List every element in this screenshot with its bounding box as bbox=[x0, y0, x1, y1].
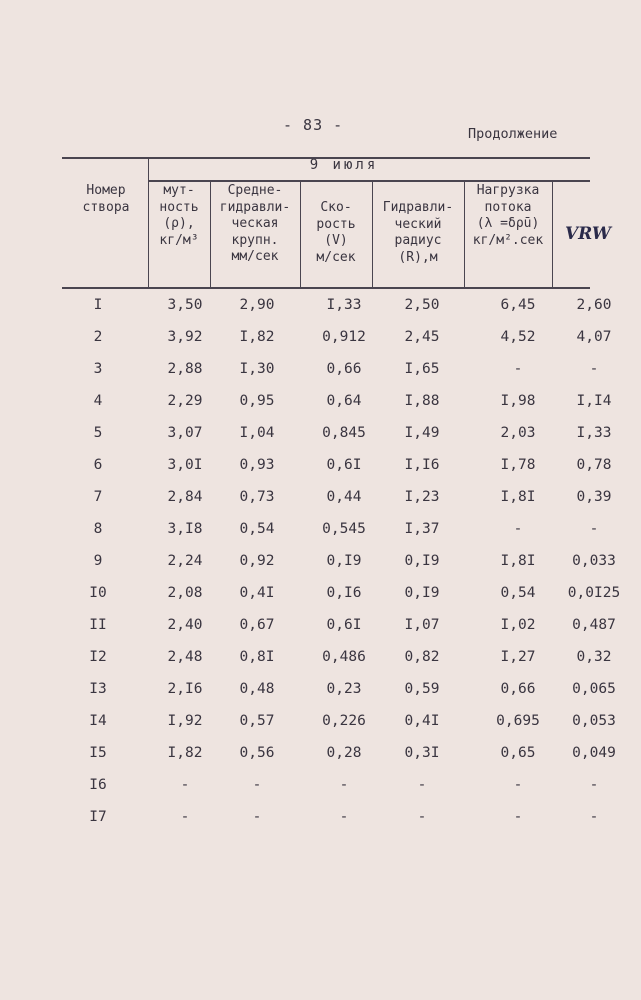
mean-size-cell: 0,93 bbox=[239, 457, 275, 473]
date-header: 9 июля bbox=[309, 157, 379, 173]
load-cell: - bbox=[513, 361, 523, 377]
page-number: - 83 - bbox=[283, 116, 344, 134]
table-row bbox=[70, 617, 630, 649]
station-cell: I3 bbox=[89, 681, 107, 697]
mean-size-cell: 0,73 bbox=[239, 489, 275, 505]
mean-size-cell: 0,48 bbox=[239, 681, 275, 697]
mean-size-cell: 0,8I bbox=[239, 649, 275, 665]
turbidity-cell: I,92 bbox=[167, 713, 203, 729]
table-row bbox=[70, 681, 630, 713]
mean-size-cell: I,30 bbox=[239, 361, 275, 377]
radius-cell: I,49 bbox=[404, 425, 440, 441]
load-cell: - bbox=[513, 777, 523, 793]
radius-cell: - bbox=[417, 777, 427, 793]
load-cell: 0,695 bbox=[496, 713, 540, 729]
header-radius: Гидравли- ческий радиус (R),м bbox=[382, 200, 454, 265]
turbidity-cell: 3,07 bbox=[167, 425, 203, 441]
header-mean-size: Средне- гидравли- ческая крупн. мм/сек bbox=[219, 183, 291, 264]
velocity-cell: 0,226 bbox=[322, 713, 366, 729]
radius-cell: I,I6 bbox=[404, 457, 440, 473]
date-divider bbox=[148, 180, 590, 182]
vrw-cell: 4,07 bbox=[576, 329, 612, 345]
mean-size-cell: I,82 bbox=[239, 329, 275, 345]
vrw-cell: I,33 bbox=[576, 425, 612, 441]
mean-size-cell: 0,95 bbox=[239, 393, 275, 409]
load-cell: - bbox=[513, 521, 523, 537]
station-cell: I7 bbox=[89, 809, 107, 825]
mean-size-cell: - bbox=[252, 777, 262, 793]
turbidity-cell: 3,0I bbox=[167, 457, 203, 473]
velocity-cell: - bbox=[339, 777, 349, 793]
station-cell: 5 bbox=[93, 425, 103, 441]
table-row bbox=[70, 809, 630, 841]
column-divider bbox=[552, 181, 553, 288]
vrw-cell: - bbox=[589, 521, 599, 537]
vrw-cell: 0,487 bbox=[572, 617, 616, 633]
table-row bbox=[70, 649, 630, 681]
station-cell: I0 bbox=[89, 585, 107, 601]
mean-size-cell: 0,67 bbox=[239, 617, 275, 633]
load-cell: 0,54 bbox=[500, 585, 536, 601]
table-row bbox=[70, 489, 630, 521]
velocity-cell: 0,44 bbox=[326, 489, 362, 505]
header-load: Нагрузка потока (λ =δρū) кг/м².сек bbox=[472, 183, 544, 248]
load-cell: I,02 bbox=[500, 617, 536, 633]
velocity-cell: 0,64 bbox=[326, 393, 362, 409]
vrw-cell: 0,065 bbox=[572, 681, 616, 697]
station-cell: 3 bbox=[93, 361, 103, 377]
table-row bbox=[70, 553, 630, 585]
mean-size-cell: 0,54 bbox=[239, 521, 275, 537]
radius-cell: 0,4I bbox=[404, 713, 440, 729]
table-row bbox=[70, 777, 630, 809]
mean-size-cell: 2,90 bbox=[239, 297, 275, 313]
radius-cell: I,88 bbox=[404, 393, 440, 409]
station-cell: I2 bbox=[89, 649, 107, 665]
velocity-cell: 0,6I bbox=[326, 617, 362, 633]
velocity-cell: 0,6I bbox=[326, 457, 362, 473]
mean-size-cell: 0,92 bbox=[239, 553, 275, 569]
vrw-cell: 0,053 bbox=[572, 713, 616, 729]
table-row bbox=[70, 393, 630, 425]
velocity-cell: 0,545 bbox=[322, 521, 366, 537]
turbidity-cell: 2,88 bbox=[167, 361, 203, 377]
radius-cell: I,65 bbox=[404, 361, 440, 377]
mean-size-cell: 0,56 bbox=[239, 745, 275, 761]
station-cell: 9 bbox=[93, 553, 103, 569]
station-cell: I bbox=[93, 297, 103, 313]
vrw-cell: 0,0I25 bbox=[567, 585, 621, 601]
velocity-cell: 0,I9 bbox=[326, 553, 362, 569]
load-cell: 4,52 bbox=[500, 329, 536, 345]
radius-cell: I,37 bbox=[404, 521, 440, 537]
header-velocity: Ско- рость (V) м/сек bbox=[316, 200, 356, 265]
load-cell: I,8I bbox=[500, 553, 536, 569]
turbidity-cell: 3,I8 bbox=[167, 521, 203, 537]
station-cell: I4 bbox=[89, 713, 107, 729]
load-cell: 6,45 bbox=[500, 297, 536, 313]
station-cell: II bbox=[89, 617, 107, 633]
load-cell: I,8I bbox=[500, 489, 536, 505]
velocity-cell: - bbox=[339, 809, 349, 825]
station-cell: 4 bbox=[93, 393, 103, 409]
vrw-cell: 0,033 bbox=[572, 553, 616, 569]
vrw-cell: 2,60 bbox=[576, 297, 612, 313]
load-cell: I,27 bbox=[500, 649, 536, 665]
velocity-cell: 0,28 bbox=[326, 745, 362, 761]
table-row bbox=[70, 713, 630, 745]
load-cell: I,98 bbox=[500, 393, 536, 409]
radius-cell: 0,59 bbox=[404, 681, 440, 697]
header-turbidity: мут- ность (ρ), кг/м³ bbox=[159, 183, 199, 248]
station-cell: I5 bbox=[89, 745, 107, 761]
table-row bbox=[70, 745, 630, 777]
turbidity-cell: 2,24 bbox=[167, 553, 203, 569]
vrw-cell: 0,39 bbox=[576, 489, 612, 505]
vrw-cell: 0,78 bbox=[576, 457, 612, 473]
turbidity-cell: I,82 bbox=[167, 745, 203, 761]
turbidity-cell: 3,50 bbox=[167, 297, 203, 313]
turbidity-cell: - bbox=[180, 809, 190, 825]
table-row bbox=[70, 585, 630, 617]
turbidity-cell: 2,48 bbox=[167, 649, 203, 665]
mean-size-cell: I,04 bbox=[239, 425, 275, 441]
table-row bbox=[70, 425, 630, 457]
table-row bbox=[70, 521, 630, 553]
load-cell: I,78 bbox=[500, 457, 536, 473]
turbidity-cell: 2,84 bbox=[167, 489, 203, 505]
velocity-cell: 0,486 bbox=[322, 649, 366, 665]
mean-size-cell: 0,57 bbox=[239, 713, 275, 729]
table-row bbox=[70, 457, 630, 489]
station-cell: I6 bbox=[89, 777, 107, 793]
turbidity-cell: 2,08 bbox=[167, 585, 203, 601]
radius-cell: I,23 bbox=[404, 489, 440, 505]
table-row bbox=[70, 361, 630, 393]
header-vrw: VRW bbox=[564, 224, 612, 244]
turbidity-cell: 3,92 bbox=[167, 329, 203, 345]
table-row bbox=[70, 297, 630, 329]
velocity-cell: 0,66 bbox=[326, 361, 362, 377]
radius-cell: 2,50 bbox=[404, 297, 440, 313]
turbidity-cell: 2,29 bbox=[167, 393, 203, 409]
velocity-cell: 0,845 bbox=[322, 425, 366, 441]
header-bottom-border bbox=[62, 287, 590, 289]
station-cell: 6 bbox=[93, 457, 103, 473]
turbidity-cell: - bbox=[180, 777, 190, 793]
radius-cell: 2,45 bbox=[404, 329, 440, 345]
vrw-cell: I,I4 bbox=[576, 393, 612, 409]
velocity-cell: 0,23 bbox=[326, 681, 362, 697]
vrw-cell: - bbox=[589, 777, 599, 793]
continued-label: Продолжение bbox=[468, 126, 558, 142]
radius-cell: 0,3I bbox=[404, 745, 440, 761]
radius-cell: 0,82 bbox=[404, 649, 440, 665]
radius-cell: I,07 bbox=[404, 617, 440, 633]
radius-cell: 0,I9 bbox=[404, 553, 440, 569]
load-cell: 0,65 bbox=[500, 745, 536, 761]
load-cell: - bbox=[513, 809, 523, 825]
vrw-cell: - bbox=[589, 809, 599, 825]
velocity-cell: 0,I6 bbox=[326, 585, 362, 601]
velocity-cell: I,33 bbox=[326, 297, 362, 313]
header-station: Номер створа bbox=[82, 183, 130, 215]
mean-size-cell: - bbox=[252, 809, 262, 825]
station-cell: 8 bbox=[93, 521, 103, 537]
table-row bbox=[70, 329, 630, 361]
load-cell: 0,66 bbox=[500, 681, 536, 697]
velocity-cell: 0,912 bbox=[322, 329, 366, 345]
radius-cell: 0,I9 bbox=[404, 585, 440, 601]
vrw-cell: 0,32 bbox=[576, 649, 612, 665]
mean-size-cell: 0,4I bbox=[239, 585, 275, 601]
load-cell: 2,03 bbox=[500, 425, 536, 441]
turbidity-cell: 2,I6 bbox=[167, 681, 203, 697]
vrw-cell: 0,049 bbox=[572, 745, 616, 761]
radius-cell: - bbox=[417, 809, 427, 825]
station-cell: 2 bbox=[93, 329, 103, 345]
turbidity-cell: 2,40 bbox=[167, 617, 203, 633]
station-cell: 7 bbox=[93, 489, 103, 505]
vrw-cell: - bbox=[589, 361, 599, 377]
